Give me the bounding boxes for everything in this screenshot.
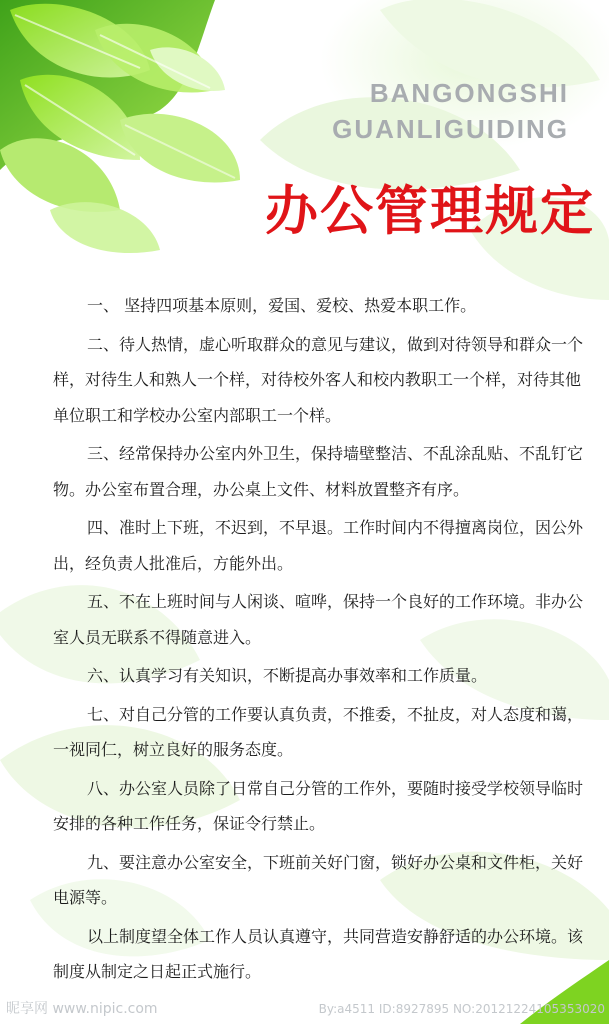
rule-7: 七、对自己分管的工作要认真负责，不推委，不扯皮，对人态度和蔼，一视同仁，树立良好的服务态度。 xyxy=(53,704,584,759)
pinyin-title-line1: BANGONGSHI xyxy=(369,78,569,108)
rule-3: 三、经常保持办公室内外卫生，保持墙壁整洁、不乱涂乱贴、不乱钉它物。办公室布置合理，办公桌上文件、材料放置整齐有序。 xyxy=(53,444,584,499)
regulations-body xyxy=(53,288,590,990)
rule-1: 一、 坚持四项基本原则，爱国、爱校、热爱本职工作。 xyxy=(87,296,477,315)
rule-9: 九、要注意办公室安全，下班前关好门窗，锁好办公桌和文件柜，关好电源等。 xyxy=(53,852,584,907)
watermark-left: 昵享网 www.nipic.com xyxy=(6,1001,158,1017)
rule-2: 二、待人热情，虚心听取群众的意见与建议，做到对待领导和群众一个样，对待生人和熟人一个样，对待校外客人和校内教职工一个样，对待其他单位职工和学校办公室内部职工一个样。 xyxy=(53,334,584,425)
rule-5: 五、不在上班时间与人闲谈、喧哗，保持一个良好的工作环境。非办公室人员无联系不得随意进入。 xyxy=(53,592,584,647)
closing-statement: 以上制度望全体工作人员认真遵守，共同营造安静舒适的办公环境。该制度从制定之日起正式施行。 xyxy=(53,926,584,981)
rule-8: 八、办公室人员除了日常自己分管的工作外，要随时接受学校领导临时安排的各种工作任务，保证令行禁止。 xyxy=(53,778,584,833)
pinyin-title-line2: GUANLIGUIDING xyxy=(332,114,569,144)
page-title: 办公管理规定 xyxy=(265,181,595,242)
rule-4: 四、准时上下班，不迟到，不早退。工作时间内不得擅离岗位，因公外出，经负责人批准后，方能外出。 xyxy=(53,518,584,573)
rule-6: 六、认真学习有关知识，不断提高办事效率和工作质量。 xyxy=(87,666,488,685)
watermark-right: By:a4511 ID:8927895 NO:20121224105353020 xyxy=(318,1002,605,1016)
